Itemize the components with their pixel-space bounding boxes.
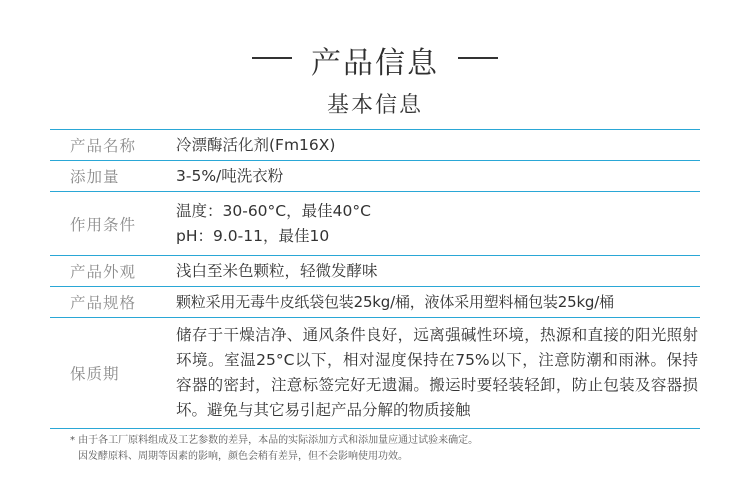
row-value bbox=[168, 161, 700, 192]
value-line: 浅白至米色颗粒，轻微发酵味 bbox=[176, 261, 378, 280]
value-line: 颗粒采用无毒牛皮纸袋包装25kg/桶，液体采用塑料桶包装25kg/桶 bbox=[176, 292, 614, 311]
table-row bbox=[50, 130, 700, 161]
page-title-block bbox=[0, 38, 750, 82]
row-label: 产品规格 bbox=[70, 294, 137, 312]
value-line: 温度：30-60°C，最佳40°C bbox=[176, 201, 371, 220]
title-left-rule bbox=[252, 57, 292, 59]
value-line: 冷漂酶活化剂(Fm16X) bbox=[176, 135, 336, 154]
row-value bbox=[168, 287, 700, 318]
page-title: 产品信息 bbox=[311, 46, 439, 81]
value-paragraph: 储存于干燥洁净、通风条件良好，远离强碱性环境，热源和直接的阳光照射环境。室温25°C以下，相对湿度保持在75%以下，注意防潮和雨淋。保持容器的密封，注意标签完好无遗漏。搬运时要轻装轻卸，防止包装及容器损坏。避免与其它易引起产品分解的物质接触 bbox=[176, 326, 698, 419]
footnote: 因发酵原料、周期等因素的影响，颜色会稍有差异，但不会影响使用功效。 bbox=[78, 451, 408, 462]
row-value bbox=[168, 256, 700, 287]
value-line: 3-5%/吨洗衣粉 bbox=[176, 166, 284, 185]
row-label: 添加量 bbox=[70, 168, 120, 186]
table-row bbox=[50, 192, 700, 256]
row-value bbox=[168, 318, 700, 429]
row-label: 产品名称 bbox=[70, 137, 137, 155]
footnote: * 由于各工厂原料组成及工艺参数的差异，本品的实际添加方式和添加量应通过试验来确定。 bbox=[70, 435, 479, 446]
table-row bbox=[50, 161, 700, 192]
value-line: pH：9.0-11，最佳10 bbox=[176, 226, 330, 245]
table-row bbox=[50, 256, 700, 287]
row-label: 作用条件 bbox=[70, 215, 137, 234]
row-value bbox=[168, 192, 700, 256]
product-info-table bbox=[50, 129, 700, 429]
row-value bbox=[168, 130, 700, 161]
table-row bbox=[50, 287, 700, 318]
section-subtitle: 基本信息 bbox=[326, 93, 423, 118]
table-row bbox=[50, 318, 700, 429]
title-right-rule bbox=[458, 57, 498, 59]
row-label: 保质期 bbox=[70, 365, 120, 383]
row-label: 产品外观 bbox=[70, 263, 137, 281]
